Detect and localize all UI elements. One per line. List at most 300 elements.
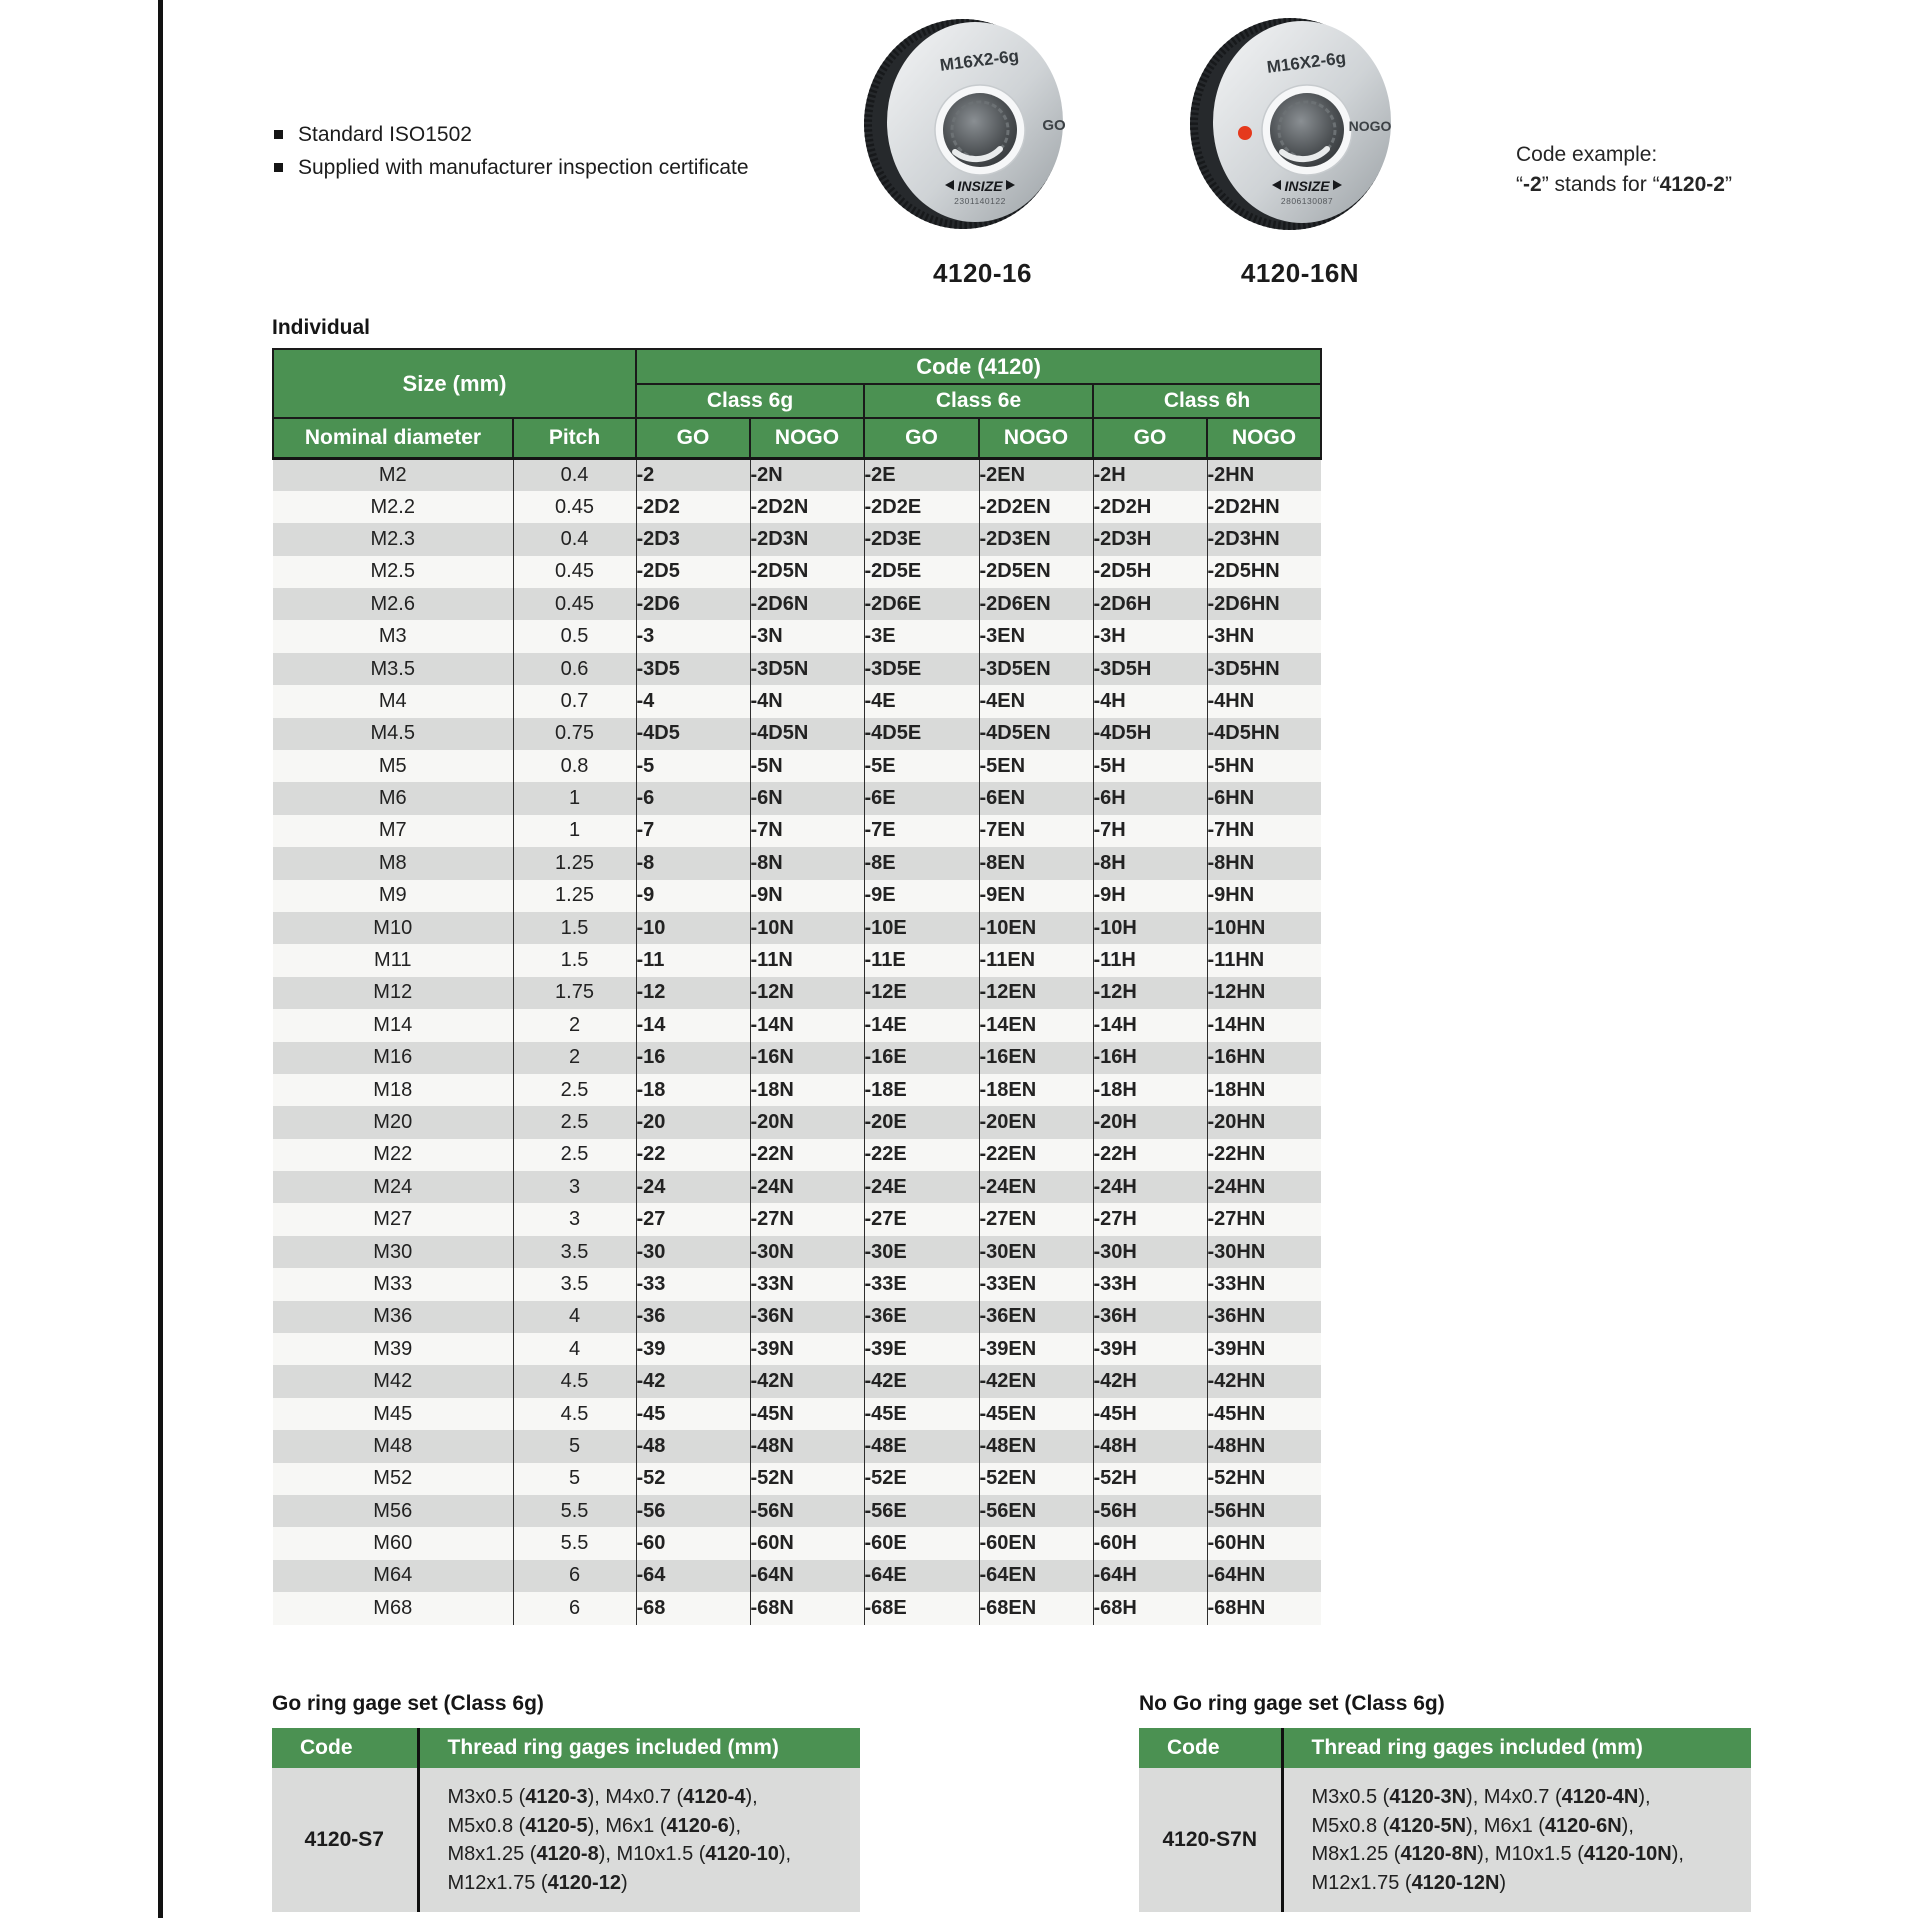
nominal-diameter-cell: M3.5 <box>273 653 513 685</box>
class6e-nogo-cell: -9EN <box>979 880 1093 912</box>
class6g-go-cell: -2D5 <box>636 556 750 588</box>
class6e-nogo-cell: -3EN <box>979 620 1093 652</box>
table-row <box>273 1171 1321 1203</box>
nominal-diameter-cell: M11 <box>273 944 513 976</box>
table-row <box>273 1106 1321 1138</box>
pitch-cell: 4 <box>513 1333 636 1365</box>
class6g-go-cell: -36 <box>636 1301 750 1333</box>
included-gages-line: M8x1.25 (4120-8N), M10x1.5 (4120-10N), <box>1311 1843 1684 1865</box>
class6e-go-cell: -3E <box>864 620 979 652</box>
pitch-cell: 6 <box>513 1560 636 1592</box>
class6g-nogo-cell: -10N <box>750 912 864 944</box>
bullet-square-icon <box>274 130 283 139</box>
class6g-nogo-cell: -14N <box>750 1009 864 1041</box>
class6h-nogo-cell: -22HN <box>1207 1139 1321 1171</box>
class6e-go-cell: -9E <box>864 880 979 912</box>
nominal-diameter-cell: M5 <box>273 750 513 782</box>
class6e-nogo-cell: -2D5EN <box>979 556 1093 588</box>
nominal-diameter-cell: M2.2 <box>273 491 513 523</box>
class6h-go-cell: -4H <box>1093 685 1207 717</box>
class6g-go-cell: -22 <box>636 1139 750 1171</box>
pitch-cell: 3.5 <box>513 1236 636 1268</box>
class6h-nogo-cell: -4HN <box>1207 685 1321 717</box>
class6e-go-cell: -2E <box>864 459 979 491</box>
table-row <box>273 1009 1321 1041</box>
class6h-go-cell: -16H <box>1093 1042 1207 1074</box>
class6g-nogo-cell: -64N <box>750 1560 864 1592</box>
nominal-diameter-cell: M10 <box>273 912 513 944</box>
class6g-nogo-cell: -4N <box>750 685 864 717</box>
class6e-nogo-cell: -64EN <box>979 1560 1093 1592</box>
pitch-cell: 0.4 <box>513 459 636 491</box>
pitch-cell: 3 <box>513 1171 636 1203</box>
go-set-section <box>272 1692 860 1912</box>
nominal-diameter-cell: M39 <box>273 1333 513 1365</box>
class6g-nogo-cell: -3N <box>750 620 864 652</box>
class6h-nogo-cell: -6HN <box>1207 782 1321 814</box>
included-gages-line: M12x1.75 (4120-12N) <box>1311 1871 1507 1894</box>
header-nogo: NOGO <box>979 418 1093 459</box>
class6h-go-cell: -11H <box>1093 944 1207 976</box>
class6h-go-cell: -30H <box>1093 1236 1207 1268</box>
class6e-go-cell: -3D5E <box>864 653 979 685</box>
class6g-nogo-cell: -45N <box>750 1398 864 1430</box>
table-row <box>273 977 1321 1009</box>
class6h-go-cell: -9H <box>1093 880 1207 912</box>
bullet-square-icon <box>274 163 283 172</box>
pitch-cell: 0.5 <box>513 620 636 652</box>
class6e-go-cell: -12E <box>864 977 979 1009</box>
serial-number: 2301140122 <box>954 196 1006 206</box>
table-row <box>273 1236 1321 1268</box>
class6e-go-cell: -24E <box>864 1171 979 1203</box>
class6e-nogo-cell: -39EN <box>979 1333 1093 1365</box>
class6e-nogo-cell: -45EN <box>979 1398 1093 1430</box>
pitch-cell: 4.5 <box>513 1365 636 1397</box>
nominal-diameter-cell: M2.6 <box>273 588 513 620</box>
pitch-cell: 0.8 <box>513 750 636 782</box>
class6h-nogo-cell: -3D5HN <box>1207 653 1321 685</box>
class6e-nogo-cell: -16EN <box>979 1042 1093 1074</box>
class6g-go-cell: -18 <box>636 1074 750 1106</box>
class6e-nogo-cell: -56EN <box>979 1495 1093 1527</box>
class6e-nogo-cell: -2D6EN <box>979 588 1093 620</box>
class6g-go-cell: -68 <box>636 1592 750 1624</box>
class6e-go-cell: -10E <box>864 912 979 944</box>
bullet-item <box>274 151 749 184</box>
pitch-cell: 0.45 <box>513 556 636 588</box>
class6h-go-cell: -4D5H <box>1093 718 1207 750</box>
class6e-go-cell: -22E <box>864 1139 979 1171</box>
class6e-go-cell: -14E <box>864 1009 979 1041</box>
nominal-diameter-cell: M24 <box>273 1171 513 1203</box>
class6g-go-cell: -45 <box>636 1398 750 1430</box>
set-code-cell: 4120-S7N <box>1139 1768 1282 1912</box>
pitch-cell: 1.25 <box>513 847 636 879</box>
class6e-nogo-cell: -30EN <box>979 1236 1093 1268</box>
code-example-note <box>1516 140 1732 200</box>
class6h-nogo-cell: -4D5HN <box>1207 718 1321 750</box>
class6h-go-cell: -3H <box>1093 620 1207 652</box>
class6h-nogo-cell: -36HN <box>1207 1301 1321 1333</box>
class6h-nogo-cell: -64HN <box>1207 1560 1321 1592</box>
table-row <box>272 1768 860 1912</box>
class6e-nogo-cell: -14EN <box>979 1009 1093 1041</box>
class6e-go-cell: -4E <box>864 685 979 717</box>
table-row <box>273 944 1321 976</box>
pitch-cell: 0.4 <box>513 523 636 555</box>
included-gages-line: M8x1.25 (4120-8), M10x1.5 (4120-10), <box>447 1843 792 1865</box>
class6e-go-cell: -36E <box>864 1301 979 1333</box>
bullet-item <box>274 118 749 151</box>
set-header-included: Thread ring gages included (mm) <box>418 1728 860 1768</box>
pitch-cell: 1.5 <box>513 912 636 944</box>
class6e-go-cell: -64E <box>864 1560 979 1592</box>
class6g-go-cell: -39 <box>636 1333 750 1365</box>
table-row <box>273 718 1321 750</box>
class6h-go-cell: -10H <box>1093 912 1207 944</box>
table-row <box>273 1398 1321 1430</box>
header-class-6g: Class 6g <box>636 384 864 418</box>
nogo-set-table <box>1139 1728 1751 1912</box>
class6g-nogo-cell: -12N <box>750 977 864 1009</box>
code-example-title: Code example: <box>1516 143 1658 166</box>
class6e-nogo-cell: -68EN <box>979 1592 1093 1624</box>
class6h-nogo-cell: -39HN <box>1207 1333 1321 1365</box>
pitch-cell: 3.5 <box>513 1268 636 1300</box>
class6g-go-cell: -16 <box>636 1042 750 1074</box>
go-ring-gage-photo <box>860 14 1070 239</box>
class6g-nogo-cell: -27N <box>750 1203 864 1235</box>
class6g-nogo-cell: -4D5N <box>750 718 864 750</box>
class6e-nogo-cell: -60EN <box>979 1527 1093 1559</box>
class6e-go-cell: -2D5E <box>864 556 979 588</box>
class6g-go-cell: -3 <box>636 620 750 652</box>
class6h-go-cell: -14H <box>1093 1009 1207 1041</box>
page-border-line <box>158 0 163 1918</box>
nominal-diameter-cell: M33 <box>273 1268 513 1300</box>
class6g-go-cell: -10 <box>636 912 750 944</box>
class6h-nogo-cell: -8HN <box>1207 847 1321 879</box>
nogo-set-heading: No Go ring gage set (Class 6g) <box>1139 1692 1445 1715</box>
class6e-nogo-cell: -10EN <box>979 912 1093 944</box>
class6h-go-cell: -56H <box>1093 1495 1207 1527</box>
class6e-nogo-cell: -4D5EN <box>979 718 1093 750</box>
header-class-6e: Class 6e <box>864 384 1093 418</box>
class6e-nogo-cell: -3D5EN <box>979 653 1093 685</box>
class6g-nogo-cell: -6N <box>750 782 864 814</box>
class6g-nogo-cell: -52N <box>750 1463 864 1495</box>
pitch-cell: 6 <box>513 1592 636 1624</box>
class6e-go-cell: -7E <box>864 815 979 847</box>
class6g-go-cell: -4D5 <box>636 718 750 750</box>
pitch-cell: 0.6 <box>513 653 636 685</box>
table-row <box>273 1333 1321 1365</box>
set-included-cell <box>1282 1768 1751 1912</box>
class6e-nogo-cell: -2EN <box>979 459 1093 491</box>
bullet-text: Standard ISO1502 <box>298 123 472 146</box>
class6h-nogo-cell: -24HN <box>1207 1171 1321 1203</box>
class6g-go-cell: -27 <box>636 1203 750 1235</box>
serial-number: 2806130087 <box>1280 196 1334 206</box>
class6h-nogo-cell: -2D5HN <box>1207 556 1321 588</box>
class6g-nogo-cell: -18N <box>750 1074 864 1106</box>
class6e-go-cell: -8E <box>864 847 979 879</box>
class6g-nogo-cell: -2D3N <box>750 523 864 555</box>
class6e-go-cell: -27E <box>864 1203 979 1235</box>
nogo-set-section <box>1139 1692 1751 1912</box>
included-gages-line: M12x1.75 (4120-12) <box>447 1871 628 1894</box>
pitch-cell: 5 <box>513 1430 636 1462</box>
class6g-go-cell: -64 <box>636 1560 750 1592</box>
nominal-diameter-cell: M22 <box>273 1139 513 1171</box>
table-body <box>273 459 1321 1625</box>
class6g-go-cell: -14 <box>636 1009 750 1041</box>
class6g-go-cell: -2D3 <box>636 523 750 555</box>
class6g-go-cell: -24 <box>636 1171 750 1203</box>
pitch-cell: 1 <box>513 815 636 847</box>
class6h-go-cell: -36H <box>1093 1301 1207 1333</box>
class6h-go-cell: -22H <box>1093 1139 1207 1171</box>
class6e-nogo-cell: -8EN <box>979 847 1093 879</box>
table-row <box>273 1430 1321 1462</box>
table-row <box>273 653 1321 685</box>
class6g-nogo-cell: -16N <box>750 1042 864 1074</box>
class6g-go-cell: -9 <box>636 880 750 912</box>
class6h-go-cell: -2D6H <box>1093 588 1207 620</box>
set-header-code: Code <box>272 1728 418 1768</box>
class6e-nogo-cell: -2D2EN <box>979 491 1093 523</box>
feature-bullets <box>274 118 749 184</box>
class6g-nogo-cell: -2D5N <box>750 556 864 588</box>
class6h-nogo-cell: -48HN <box>1207 1430 1321 1462</box>
pitch-cell: 4 <box>513 1301 636 1333</box>
class6g-go-cell: -5 <box>636 750 750 782</box>
class6h-nogo-cell: -45HN <box>1207 1398 1321 1430</box>
class6g-go-cell: -48 <box>636 1430 750 1462</box>
class6e-nogo-cell: -33EN <box>979 1268 1093 1300</box>
table-row <box>273 912 1321 944</box>
class6e-go-cell: -68E <box>864 1592 979 1624</box>
pitch-cell: 3 <box>513 1203 636 1235</box>
class6g-go-cell: -60 <box>636 1527 750 1559</box>
header-nogo: NOGO <box>750 418 864 459</box>
class6g-nogo-cell: -2N <box>750 459 864 491</box>
red-dot-marker <box>1238 126 1252 140</box>
class6h-go-cell: -2D3H <box>1093 523 1207 555</box>
nominal-diameter-cell: M2.5 <box>273 556 513 588</box>
class6e-go-cell: -2D6E <box>864 588 979 620</box>
class6h-nogo-cell: -20HN <box>1207 1106 1321 1138</box>
class6e-go-cell: -2D3E <box>864 523 979 555</box>
nominal-diameter-cell: M27 <box>273 1203 513 1235</box>
table-row <box>273 815 1321 847</box>
class6h-go-cell: -27H <box>1093 1203 1207 1235</box>
nominal-diameter-cell: M48 <box>273 1430 513 1462</box>
class6h-go-cell: -18H <box>1093 1074 1207 1106</box>
class6g-go-cell: -33 <box>636 1268 750 1300</box>
class6e-nogo-cell: -4EN <box>979 685 1093 717</box>
nominal-diameter-cell: M4.5 <box>273 718 513 750</box>
table-row <box>273 1365 1321 1397</box>
table-row <box>273 1268 1321 1300</box>
class6h-nogo-cell: -3HN <box>1207 620 1321 652</box>
nominal-diameter-cell: M6 <box>273 782 513 814</box>
table-row <box>273 880 1321 912</box>
go-set-heading: Go ring gage set (Class 6g) <box>272 1692 544 1715</box>
header-pitch: Pitch <box>513 418 636 459</box>
class6h-go-cell: -33H <box>1093 1268 1207 1300</box>
table-row <box>273 523 1321 555</box>
included-gages-line: M5x0.8 (4120-5N), M6x1 (4120-6N), <box>1311 1814 1634 1837</box>
class6h-nogo-cell: -2HN <box>1207 459 1321 491</box>
class6e-go-cell: -48E <box>864 1430 979 1462</box>
nominal-diameter-cell: M45 <box>273 1398 513 1430</box>
class6h-nogo-cell: -2D6HN <box>1207 588 1321 620</box>
nominal-diameter-cell: M52 <box>273 1463 513 1495</box>
class6e-nogo-cell: -22EN <box>979 1139 1093 1171</box>
table-row <box>273 1592 1321 1624</box>
nominal-diameter-cell: M60 <box>273 1527 513 1559</box>
class6e-nogo-cell: -20EN <box>979 1106 1093 1138</box>
table-row <box>1139 1768 1751 1912</box>
nominal-diameter-cell: M12 <box>273 977 513 1009</box>
pitch-cell: 2.5 <box>513 1106 636 1138</box>
class6g-nogo-cell: -30N <box>750 1236 864 1268</box>
nominal-diameter-cell: M56 <box>273 1495 513 1527</box>
class6e-nogo-cell: -36EN <box>979 1301 1093 1333</box>
table-row <box>273 588 1321 620</box>
included-gages-line: M5x0.8 (4120-5), M6x1 (4120-6), <box>447 1814 741 1837</box>
ring-marking-text: M16X2-6g <box>1265 48 1347 77</box>
class6e-go-cell: -60E <box>864 1527 979 1559</box>
class6e-go-cell: -6E <box>864 782 979 814</box>
class6h-nogo-cell: -56HN <box>1207 1495 1321 1527</box>
class6g-nogo-cell: -7N <box>750 815 864 847</box>
table-row <box>273 750 1321 782</box>
class6h-nogo-cell: -18HN <box>1207 1074 1321 1106</box>
class6e-go-cell: -33E <box>864 1268 979 1300</box>
header-go: GO <box>1093 418 1207 459</box>
nominal-diameter-cell: M42 <box>273 1365 513 1397</box>
header-nominal-diameter: Nominal diameter <box>273 418 513 459</box>
go-set-table <box>272 1728 860 1912</box>
table-row <box>273 1139 1321 1171</box>
nominal-diameter-cell: M16 <box>273 1042 513 1074</box>
class6e-nogo-cell: -48EN <box>979 1430 1093 1462</box>
class6h-go-cell: -6H <box>1093 782 1207 814</box>
brand-text: INSIZE <box>1284 178 1330 194</box>
class6h-go-cell: -52H <box>1093 1463 1207 1495</box>
table-row <box>273 685 1321 717</box>
class6g-go-cell: -7 <box>636 815 750 847</box>
header-class-6h: Class 6h <box>1093 384 1321 418</box>
class6g-nogo-cell: -36N <box>750 1301 864 1333</box>
class6h-nogo-cell: -33HN <box>1207 1268 1321 1300</box>
nominal-diameter-cell: M20 <box>273 1106 513 1138</box>
class6e-go-cell: -45E <box>864 1398 979 1430</box>
class6h-go-cell: -45H <box>1093 1398 1207 1430</box>
table-row <box>273 1527 1321 1559</box>
go-label: GO <box>1042 117 1066 134</box>
class6h-go-cell: -64H <box>1093 1560 1207 1592</box>
class6e-nogo-cell: -52EN <box>979 1463 1093 1495</box>
header-size-group: Size (mm) <box>273 349 636 418</box>
class6h-nogo-cell: -14HN <box>1207 1009 1321 1041</box>
pitch-cell: 1.25 <box>513 880 636 912</box>
nominal-diameter-cell: M36 <box>273 1301 513 1333</box>
nominal-diameter-cell: M8 <box>273 847 513 879</box>
product-code-caption: 4120-16N <box>1240 258 1360 288</box>
class6h-go-cell: -2H <box>1093 459 1207 491</box>
class6g-nogo-cell: -3D5N <box>750 653 864 685</box>
class6h-go-cell: -7H <box>1093 815 1207 847</box>
code-example-line: “-2” stands for “4120-2” <box>1516 173 1732 196</box>
class6g-go-cell: -8 <box>636 847 750 879</box>
section-title-individual: Individual <box>272 316 371 339</box>
set-code-cell: 4120-S7 <box>272 1768 418 1912</box>
class6h-go-cell: -5H <box>1093 750 1207 782</box>
brand-text: INSIZE <box>957 178 1003 194</box>
class6e-go-cell: -39E <box>864 1333 979 1365</box>
class6e-nogo-cell: -42EN <box>979 1365 1093 1397</box>
class6h-go-cell: -2D5H <box>1093 556 1207 588</box>
class6g-nogo-cell: -39N <box>750 1333 864 1365</box>
class6g-go-cell: -42 <box>636 1365 750 1397</box>
class6h-nogo-cell: -2D3HN <box>1207 523 1321 555</box>
table-row <box>273 556 1321 588</box>
class6g-go-cell: -4 <box>636 685 750 717</box>
class6g-go-cell: -52 <box>636 1463 750 1495</box>
class6e-go-cell: -20E <box>864 1106 979 1138</box>
class6h-nogo-cell: -52HN <box>1207 1463 1321 1495</box>
class6g-nogo-cell: -5N <box>750 750 864 782</box>
nominal-diameter-cell: M4 <box>273 685 513 717</box>
class6g-go-cell: -2D2 <box>636 491 750 523</box>
class6g-go-cell: -12 <box>636 977 750 1009</box>
class6g-nogo-cell: -2D6N <box>750 588 864 620</box>
included-gages-line: M3x0.5 (4120-3N), M4x0.7 (4120-4N), <box>1311 1786 1651 1808</box>
individual-codes-table <box>272 348 1322 1625</box>
nominal-diameter-cell: M7 <box>273 815 513 847</box>
class6e-nogo-cell: -5EN <box>979 750 1093 782</box>
table-row <box>273 459 1321 491</box>
nominal-diameter-cell: M30 <box>273 1236 513 1268</box>
class6h-go-cell: -68H <box>1093 1592 1207 1624</box>
class6h-nogo-cell: -5HN <box>1207 750 1321 782</box>
class6h-go-cell: -2D2H <box>1093 491 1207 523</box>
class6g-nogo-cell: -60N <box>750 1527 864 1559</box>
set-header-code: Code <box>1139 1728 1282 1768</box>
pitch-cell: 1.5 <box>513 944 636 976</box>
nogo-label: NOGO <box>1348 118 1392 134</box>
class6h-nogo-cell: -42HN <box>1207 1365 1321 1397</box>
pitch-cell: 5.5 <box>513 1495 636 1527</box>
class6g-go-cell: -11 <box>636 944 750 976</box>
pitch-cell: 1 <box>513 782 636 814</box>
table-row <box>273 491 1321 523</box>
class6e-go-cell: -18E <box>864 1074 979 1106</box>
class6h-nogo-cell: -12HN <box>1207 977 1321 1009</box>
header-nogo: NOGO <box>1207 418 1321 459</box>
class6h-nogo-cell: -11HN <box>1207 944 1321 976</box>
class6h-go-cell: -60H <box>1093 1527 1207 1559</box>
pitch-cell: 2 <box>513 1009 636 1041</box>
pitch-cell: 2.5 <box>513 1074 636 1106</box>
product-code-caption: 4120-16 <box>933 258 1032 288</box>
table-row <box>273 1301 1321 1333</box>
class6g-nogo-cell: -8N <box>750 847 864 879</box>
